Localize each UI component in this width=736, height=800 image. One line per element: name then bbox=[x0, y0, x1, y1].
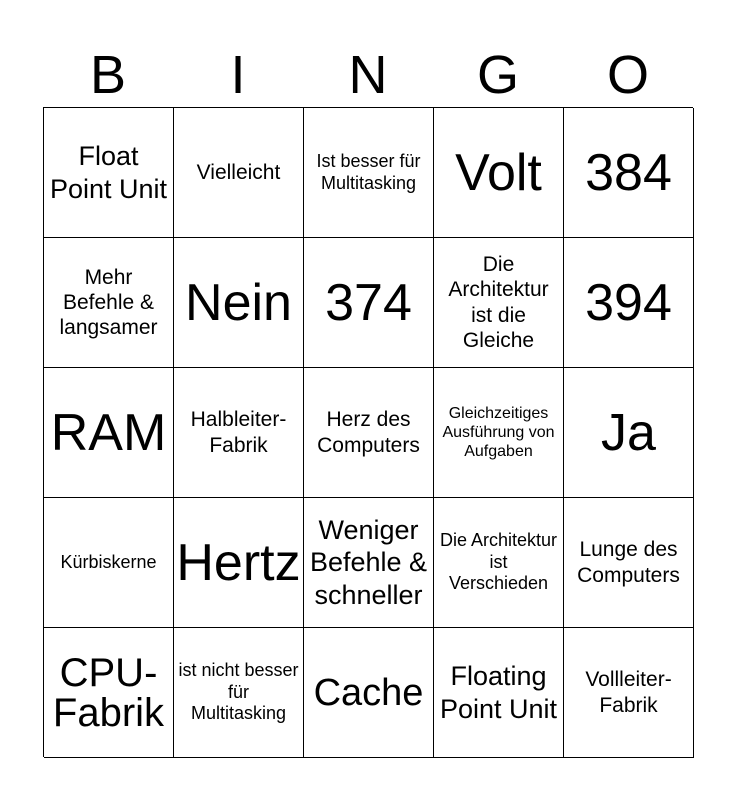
bingo-grid bbox=[43, 107, 693, 757]
bingo-cell[interactable]: Volt bbox=[434, 108, 564, 238]
bingo-cell[interactable]: Die Architektur ist die Gleiche bbox=[434, 238, 564, 368]
bingo-cell[interactable]: Float Point Unit bbox=[44, 108, 174, 238]
bingo-cell[interactable]: Kürbiskerne bbox=[44, 498, 174, 628]
bingo-cell[interactable]: Gleichzeitiges Ausführung von Aufgaben bbox=[434, 368, 564, 498]
bingo-cell[interactable]: Die Architektur ist Verschieden bbox=[434, 498, 564, 628]
bingo-cell[interactable]: Nein bbox=[174, 238, 304, 368]
header-letter-i: I bbox=[230, 45, 246, 105]
bingo-cell[interactable]: Ist besser für Multitasking bbox=[304, 108, 434, 238]
bingo-cell[interactable]: Vollleiter-Fabrik bbox=[564, 628, 694, 758]
bingo-cell[interactable]: CPU-Fabrik bbox=[44, 628, 174, 758]
bingo-cell[interactable]: Herz des Computers bbox=[304, 368, 434, 498]
header-letter-n: N bbox=[348, 45, 388, 105]
bingo-cell[interactable]: Ja bbox=[564, 368, 694, 498]
header-letter-b: B bbox=[89, 45, 127, 105]
bingo-cell[interactable]: 384 bbox=[564, 108, 694, 238]
bingo-cell[interactable]: Halbleiter-Fabrik bbox=[174, 368, 304, 498]
header-letter-g: G bbox=[476, 45, 519, 105]
bingo-cell[interactable]: ist nicht besser für Multitasking bbox=[174, 628, 304, 758]
bingo-header bbox=[43, 40, 693, 110]
bingo-cell[interactable]: RAM bbox=[44, 368, 174, 498]
bingo-cell[interactable]: Floating Point Unit bbox=[434, 628, 564, 758]
bingo-cell[interactable]: Hertz bbox=[174, 498, 304, 628]
header-letter-o: O bbox=[606, 45, 649, 105]
bingo-cell[interactable]: Lunge des Computers bbox=[564, 498, 694, 628]
bingo-cell[interactable]: 394 bbox=[564, 238, 694, 368]
bingo-cell[interactable]: Cache bbox=[304, 628, 434, 758]
bingo-cell[interactable]: Weniger Befehle & schneller bbox=[304, 498, 434, 628]
bingo-cell[interactable]: 374 bbox=[304, 238, 434, 368]
bingo-cell[interactable]: Mehr Befehle & langsamer bbox=[44, 238, 174, 368]
bingo-cell[interactable]: Vielleicht bbox=[174, 108, 304, 238]
